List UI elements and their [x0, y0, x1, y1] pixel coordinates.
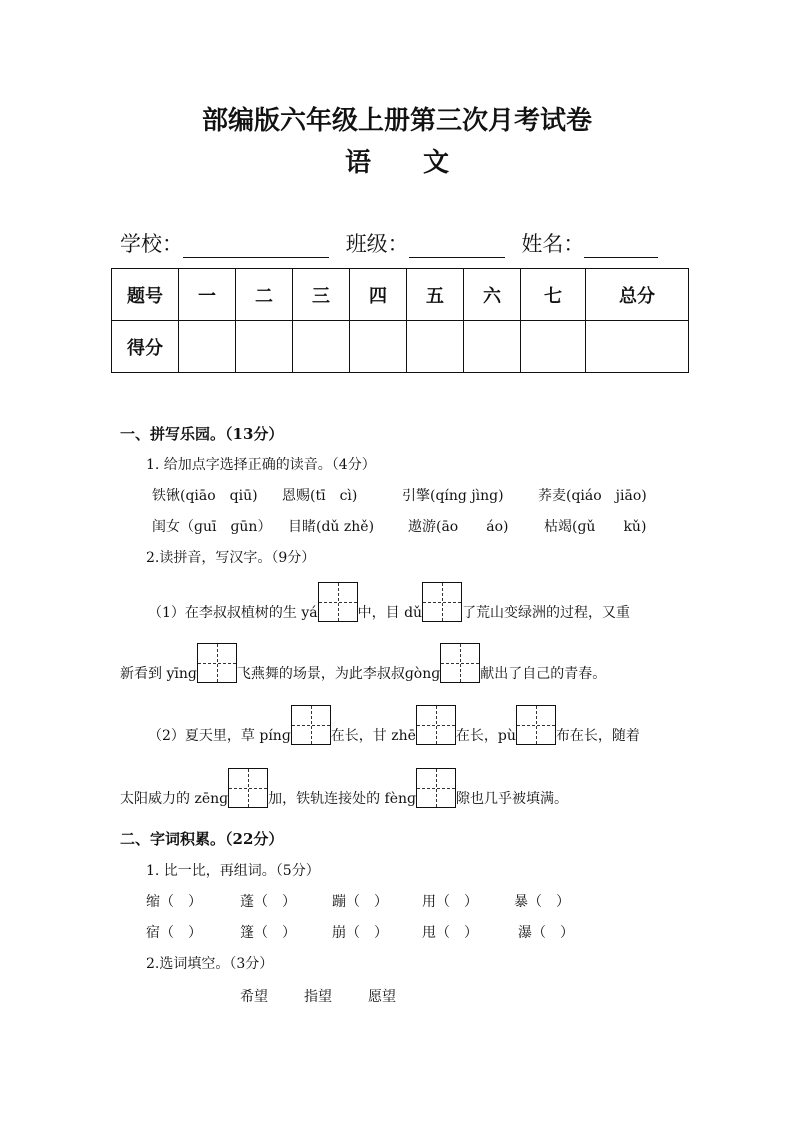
section1-title: 一、拼写乐园。（13分） — [120, 425, 284, 443]
compare-item: 瀑（ ） — [518, 925, 574, 941]
pinyin-item: 荞麦(qiáo jiāo) — [538, 488, 647, 504]
writing-grid-box[interactable] — [228, 768, 268, 808]
passage-text: 在长，甘 zhē — [330, 728, 416, 744]
compare-item: 宿（ ） — [146, 925, 202, 941]
pinyin-item: 遨游(āo áo) — [408, 519, 509, 535]
header-cell: 六 — [464, 269, 521, 321]
name-label: 姓名： — [521, 232, 585, 256]
passage-line-4 — [120, 768, 568, 808]
student-info-row — [120, 228, 658, 258]
pinyin-row-2 — [152, 516, 646, 536]
score-table-header-row — [112, 269, 689, 321]
compare-item: 缩（ ） — [146, 894, 202, 910]
word-choice: 指望 — [304, 989, 332, 1005]
score-cell[interactable] — [464, 321, 521, 373]
score-cell[interactable] — [350, 321, 407, 373]
word-choices — [240, 986, 396, 1006]
pinyin-row-1 — [152, 485, 647, 505]
writing-grid-box[interactable] — [440, 643, 480, 683]
name-blank[interactable] — [584, 235, 658, 258]
header-cell: 题号 — [112, 269, 179, 321]
word-choice: 希望 — [240, 989, 268, 1005]
passage-text: （2）夏天里，草 pínɡ — [148, 728, 291, 744]
class-label: 班级： — [345, 232, 409, 256]
subject-title: 语 文 — [344, 148, 449, 178]
writing-grid-box[interactable] — [416, 705, 456, 745]
score-cell[interactable] — [521, 321, 586, 373]
passage-text: （1）在李叔叔植树的生 yá — [148, 605, 318, 621]
passage-text: 太阳威力的 zēnɡ — [120, 791, 229, 807]
passage-text: 在长，pù — [455, 728, 516, 744]
pinyin-item: 闺女（ɡuī ɡūn） — [152, 519, 272, 535]
score-cell[interactable] — [293, 321, 350, 373]
compare-item: 甩（ ） — [422, 925, 478, 941]
score-table-score-row — [112, 321, 689, 373]
header-cell: 二 — [236, 269, 293, 321]
header-cell: 四 — [350, 269, 407, 321]
section2-title: 二、字词积累。（22分） — [120, 830, 284, 848]
writing-grid-box[interactable] — [318, 582, 358, 622]
writing-grid-box[interactable] — [416, 768, 456, 808]
section1-q1-prompt: 1. 给加点字选择正确的读音。（4分） — [146, 457, 376, 473]
passage-text: 献出了自己的青春。 — [480, 666, 607, 682]
compare-item: 崩（ ） — [332, 925, 388, 941]
compare-row-1 — [146, 891, 570, 911]
writing-grid-box[interactable] — [422, 582, 462, 622]
compare-item: 蓬（ ） — [240, 894, 296, 910]
score-row-label: 得分 — [112, 321, 179, 373]
school-blank[interactable] — [183, 235, 329, 258]
score-cell[interactable] — [236, 321, 293, 373]
header-cell: 一 — [179, 269, 236, 321]
passage-line-3 — [148, 705, 640, 745]
score-cell[interactable] — [179, 321, 236, 373]
compare-item: 暴（ ） — [514, 894, 570, 910]
score-cell[interactable] — [586, 321, 689, 373]
compare-row-2 — [146, 922, 574, 942]
writing-grid-box[interactable] — [516, 705, 556, 745]
passage-text: 布在长，随着 — [555, 728, 640, 744]
passage-text: 隙也几乎被填满。 — [456, 791, 568, 807]
section2-q2-prompt: 2.选词填空。（3分） — [146, 956, 274, 972]
score-cell[interactable] — [407, 321, 464, 373]
header-cell: 三 — [293, 269, 350, 321]
passage-line-1 — [148, 582, 630, 622]
passage-text: 加，铁轨连接处的 fènɡ — [268, 791, 416, 807]
exam-title: 部编版六年级上册第三次月考试卷 — [201, 106, 592, 136]
compare-item: 蹦（ ） — [332, 894, 388, 910]
class-blank[interactable] — [409, 235, 505, 258]
section2-q1-prompt: 1. 比一比，再组词。（5分） — [146, 863, 320, 879]
header-cell: 五 — [407, 269, 464, 321]
score-table — [111, 268, 689, 373]
writing-grid-box[interactable] — [291, 705, 331, 745]
compare-item: 篷（ ） — [240, 925, 296, 941]
passage-text: 了荒山变绿洲的过程，又重 — [462, 605, 631, 621]
header-cell: 七 — [521, 269, 586, 321]
word-choice: 愿望 — [368, 989, 396, 1005]
pinyin-item: 目睹(dǔ zhě) — [288, 519, 375, 535]
passage-text: 飞燕舞的场景，为此李叔叔ɡònɡ — [236, 666, 441, 682]
writing-grid-box[interactable] — [197, 643, 237, 683]
pinyin-item: 枯竭(ɡǔ kǔ) — [544, 519, 647, 535]
pinyin-item: 恩赐(tī cì) — [282, 488, 358, 504]
passage-text: 新看到 yīnɡ — [120, 666, 197, 682]
header-cell: 总分 — [586, 269, 689, 321]
section1-q2-prompt: 2.读拼音，写汉字。（9分） — [146, 550, 316, 566]
compare-item: 用（ ） — [422, 894, 478, 910]
school-label: 学校： — [120, 232, 183, 256]
pinyin-item: 铁锹(qiāo qiū) — [152, 488, 258, 504]
passage-text: 中，目 dǔ — [357, 605, 423, 621]
passage-line-2 — [120, 643, 606, 683]
pinyin-item: 引擎(qíng jìng) — [402, 488, 504, 504]
